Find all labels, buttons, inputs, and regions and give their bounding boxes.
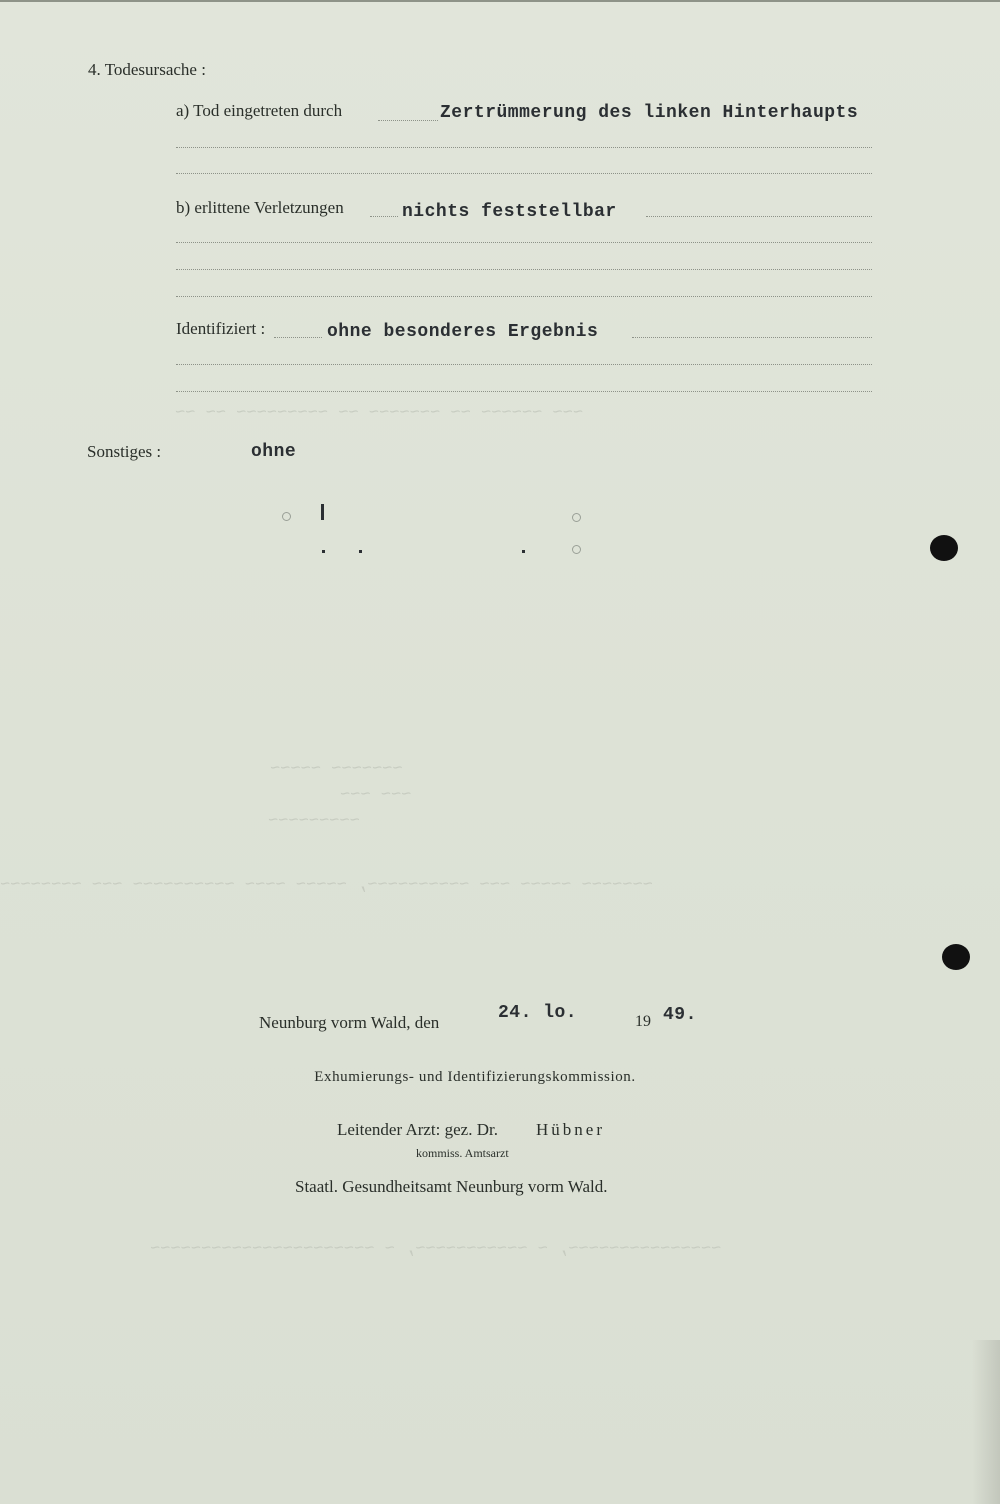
dotted-line: [176, 242, 872, 243]
show-through-line: ~~~~~~~ ~~~~~ ~~~ ~~~~~~~~~~, ~~~~~ ~~~~ ~~~~~~~~~~ ~~~ ~~~~~~~~: [0, 876, 653, 895]
punch-hole: [930, 535, 958, 561]
dotted-line: [646, 216, 872, 217]
dotted-line: [176, 296, 872, 297]
dotted-line: [176, 147, 872, 148]
cause-b-value: nichts feststellbar: [402, 202, 617, 222]
identified-label: Identifiziert :: [176, 319, 266, 338]
date-day-month: 24. lo.: [498, 1003, 578, 1023]
dotted-line: [370, 216, 398, 217]
doctor-prefix: Leitender Arzt: gez. Dr.: [337, 1120, 498, 1139]
doctor-role: kommiss. Amtsarzt: [416, 1146, 509, 1160]
dotted-line: [176, 364, 872, 365]
dotted-line: [274, 337, 322, 338]
commission-name: Exhumierungs- und Identifizierungskommission.: [314, 1069, 636, 1085]
dotted-line: [632, 337, 872, 338]
identified-value: ohne besonderes Ergebnis: [327, 322, 599, 342]
dotted-line: [378, 120, 438, 121]
place-date-label: Neunburg vorm Wald, den: [259, 1013, 440, 1032]
stray-mark: [322, 550, 325, 553]
stray-mark: [572, 545, 581, 554]
year-prefix: 19: [635, 1013, 651, 1030]
show-through-line: ~~~~~~~~~: [268, 812, 360, 831]
stray-mark: [321, 504, 324, 520]
paper-edge-wear: [972, 1340, 1000, 1504]
page-top-edge: [0, 0, 1000, 2]
dotted-line: [176, 173, 872, 174]
cause-b-label: b) erlittene Verletzungen: [176, 198, 344, 217]
dotted-line: [176, 269, 872, 270]
cause-a-value: Zertrümmerung des linken Hinterhaupts: [440, 103, 859, 123]
show-through-line: ~~~~~~~~~~~~~~~, ~ ~~~~~~~~~~~, ~ ~~~~~~~~~~~~~~~~~~~~~~: [150, 1240, 722, 1259]
show-through-line: ~~~~~~~ ~~~~~: [270, 760, 403, 779]
punch-hole: [942, 944, 970, 970]
stray-mark: [282, 512, 291, 521]
other-value: ohne: [251, 442, 297, 462]
other-label: Sonstiges :: [87, 442, 162, 461]
stray-mark: [572, 513, 581, 522]
cause-a-label: a) Tod eingetreten durch: [176, 101, 343, 120]
stray-mark: [359, 550, 362, 553]
show-through-line: ~~~ ~~~: [340, 786, 412, 805]
health-office: Staatl. Gesundheitsamt Neunburg vorm Wald.: [295, 1177, 608, 1196]
stray-mark: [522, 550, 525, 553]
doctor-name: Hübner: [536, 1120, 605, 1139]
show-through-line: ~~~ ~~~~~~ ~~ ~~~~~~~ ~~ ~~~~~~~~~ ~~ ~~: [175, 404, 584, 423]
year-suffix: 49.: [663, 1005, 697, 1025]
section-heading: 4. Todesursache :: [88, 60, 206, 79]
dotted-line: [176, 391, 872, 392]
